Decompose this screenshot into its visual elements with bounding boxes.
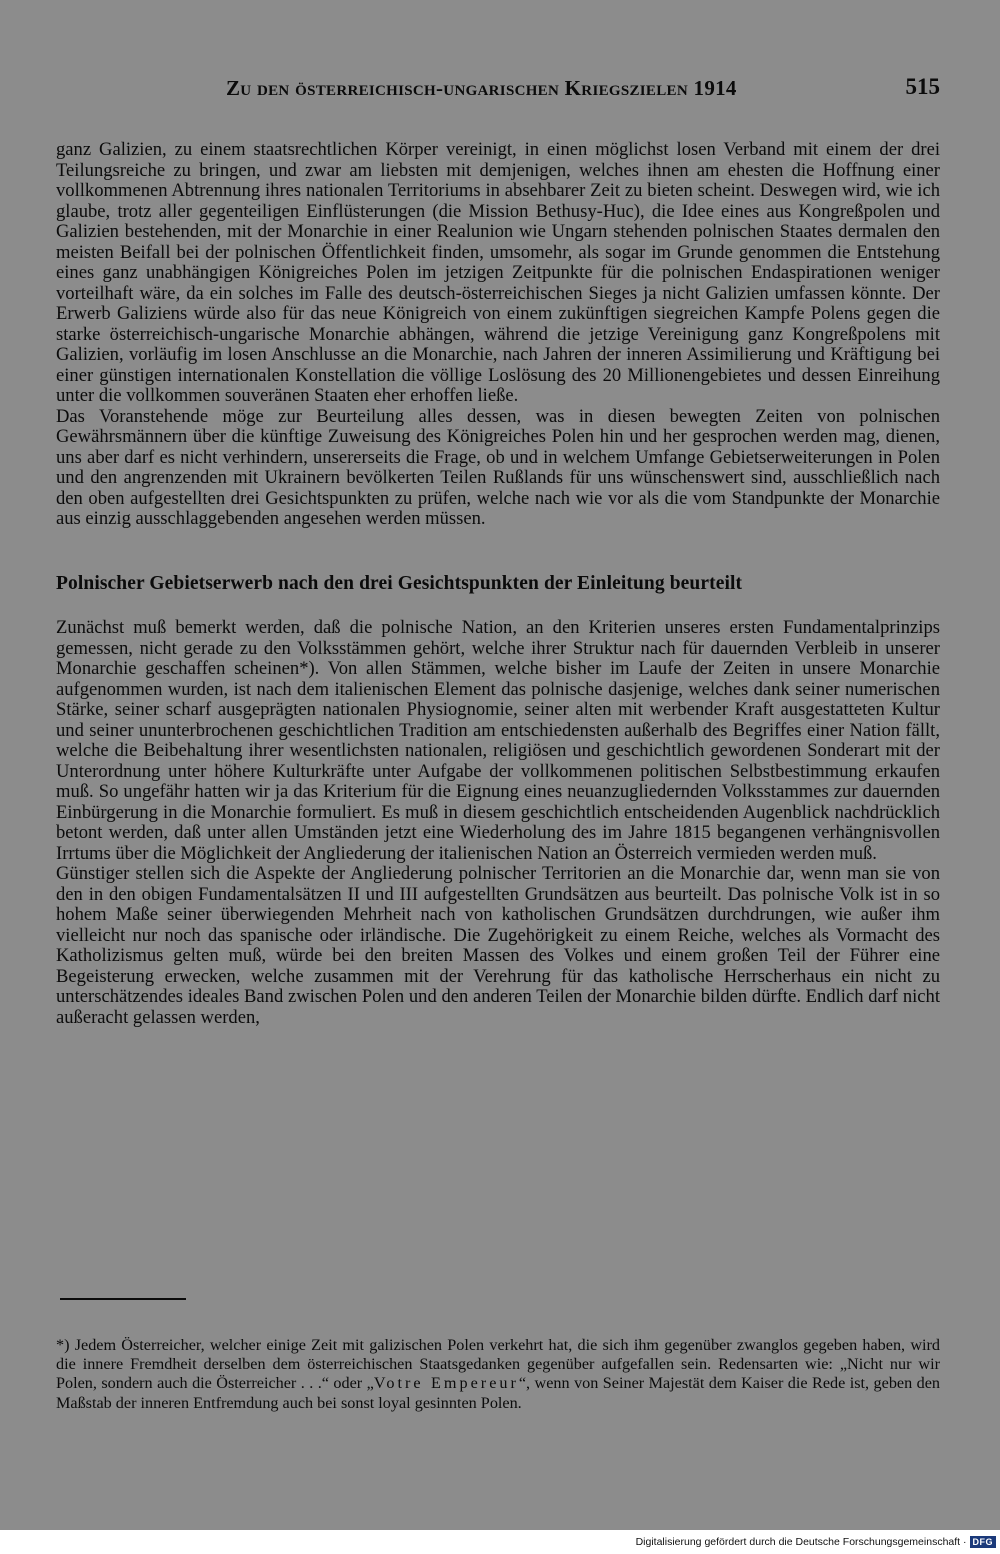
paragraph: Zunächst muß bemerkt werden, daß die polnische Nation, an den Kriterien unseres ersten Fundamentalprinzips gemessen, nicht gerade zu den Volksstämmen gehört, welche ihrer Struktur nach für dauernden Verbleib in unserer Monarchie geschaffen scheinen*). Von allen Stämmen, welche bisher im Laufe der Zeiten in unsere Monarchie aufgenommen wurden, ist nach dem italienischen Element das polnische dasjenige, welches dank seiner numerischen Stärke, seiner scharf ausgeprägten nationalen Physiognomie, seiner alten mit werbender Kraft ausgestatteten Kultur und seiner ununterbrochenen geschichtlichen Tradition am entschiedensten außerhalb des Begriffes einer Nation fällt, welche die Beibehaltung ihrer wesentlichsten nationalen, religiösen und geschichtlich gewordenen Sonderart mit der Unterordnung unter höhere Kulturkräfte unter Aufgabe der vollkommenen politischen Selbstbestimmung erkaufen muß. So ungefähr hatten wir ja das Kriterium für die Eignung eines neuanzugliedernden Volksstammes zur dauernden Einbürgerung in die Monarchie formuliert. Es muß in diesem geschichtlich entscheidenden Augenblick nachdrücklich betont werden, daß unter allen Umständen jetzt eine Wiederholung des im Jahre 1815 begangenen verhängnisvollen Irrtums über die Möglichkeit der Angliederung der italienischen Nation an Österreich vermieden werden muß. <box>56 617 940 864</box>
section-heading: Polnischer Gebietserwerb nach den drei Gesichtspunkten der Einleitung beurteilt <box>56 572 743 594</box>
dfg-logo: DFG <box>970 1536 997 1548</box>
page-number: 515 <box>905 74 940 99</box>
footnote-spaced-text: Votre Empereur <box>373 1374 519 1393</box>
paragraph: ganz Galizien, zu einem staatsrechtlichen Körper vereinigt, in einen möglichst losen Verband mit einem der drei Teilungsreiche zu bringen, und zwar am liebsten mit demjenigen, welches ihnen am ehesten die Hoffnung einer vollkommenen Abtrennung ihres nationalen Territoriums in absehbarer Zeit zu bieten scheint. Deswegen wird, wie ich glaube, trotz aller gegenteiligen Einflüsterungen (die Mission Bethusy-Huc), die Idee eines aus Kongreßpolen und Galizien bestehenden, mit der Monarchie in einer Realunion wie Ungarn stehenden polnischen Staates dermalen den meisten Beifall bei der polnischen Öffentlichkeit finden, umsomehr, als sogar im Grunde genommen die Entstehung eines ganz unabhängigen Königreiches Polen im jetzigen Zeitpunkte für die polnischen Endaspirationen weniger vorteilhaft wäre, da ein solches im Falle des deutsch-österreichischen Sieges ja nicht Galizien umfassen könnte. Der Erwerb Galiziens würde also für das neue Königreich von einem zukünftigen siegreichen Kampfe Polens gegen die starke österreichisch-ungarische Monarchie abhängen, während die jetzige Vereinigung ganz Kongreßpolens mit Galizien, vorläufig im losen Anschlusse an die Monarchie, nach Jahren der inneren Assimilierung und Kräftigung bei einer günstigen internationalen Konstellation die völlige Loslösung des 20 Millionengebietes und dessen Einreihung unter die vollkommen souveränen Staaten eher erhoffen ließe. <box>56 139 940 406</box>
body-text <box>56 140 940 1028</box>
digitization-credit <box>636 1532 996 1552</box>
footnote-divider <box>60 1298 186 1300</box>
paragraph: Günstiger stellen sich die Aspekte der Angliederung polnischer Territorien an die Monarchie dar, wenn man sie von den in den obigen Fundamentalsätzen II und III aufgestellten Grundsätzen aus beurteilt. Das polnische Volk ist in so hohem Maße seiner überwiegenden Mehrheit nach von katholischen Grundsätzen durchdrungen, wie außer ihm vielleicht nur noch das spanische oder irländische. Die Zugehörigkeit zu einem Reiche, welches als Vormacht des Katholizismus gelten muß, würde bei den breiten Massen des Volkes und einem großen Teil der Führer eine Begeisterung erwecken, welche zusammen mit der Verehrung für das katholische Herrscherhaus ein nicht zu unterschätzendes ideales Band zwischen Polen und den anderen Teilen der Monarchie bilden dürfte. Endlich darf nicht außeracht gelassen werden, <box>56 863 940 1028</box>
paragraph: Das Voranstehende möge zur Beurteilung alles dessen, was in diesen bewegten Zeiten von polnischen Gewährsmännern über die künftige Zuweisung des Königreiches Polen hin und her gesprochen werden mag, dienen, uns aber darf es nicht verhindern, unsererseits die Frage, ob und in welchem Umfange Gebietserweiterungen in Polen und den angrenzenden mit Ukrainern bevölkerten Teilen Rußlands für uns wünschenswert sind, ausschließlich nach den oben aufgestellten drei Gesichtspunkten zu prüfen, welche nach wie vor als die vom Standpunkte der Monarchie aus einzig ausschlaggebenden angesehen werden müssen. <box>56 405 940 529</box>
running-title: Zu den österreichisch-ungarischen Kriegszielen 1914 <box>226 76 737 100</box>
footnote-text-end: “, wenn von Seiner Majestät dem Kaiser die Rede ist, geben den Maßstab der inneren Entfremdung auch bei sonst loyal gesinnten Polen. <box>56 1374 941 1412</box>
credit-text: Digitalisierung gefördert durch die Deutsche Forschungsgemeinschaft · <box>635 1536 967 1548</box>
page-header <box>56 74 940 104</box>
footnote <box>56 1336 940 1413</box>
footnote-text: *) Jedem Österreicher, welcher einige Zeit mit galizischen Polen verkehrt hat, die sich ihm gegenüber zwanglos gegeben haben, wird die innere Fremdheit derselben dem österreichischen Staatsgedanken gegenüber aufgefallen sein. Redensarten wie: „Nicht nur wir Polen, sondern auch die Österreicher . . .“ oder „ <box>56 1336 940 1393</box>
